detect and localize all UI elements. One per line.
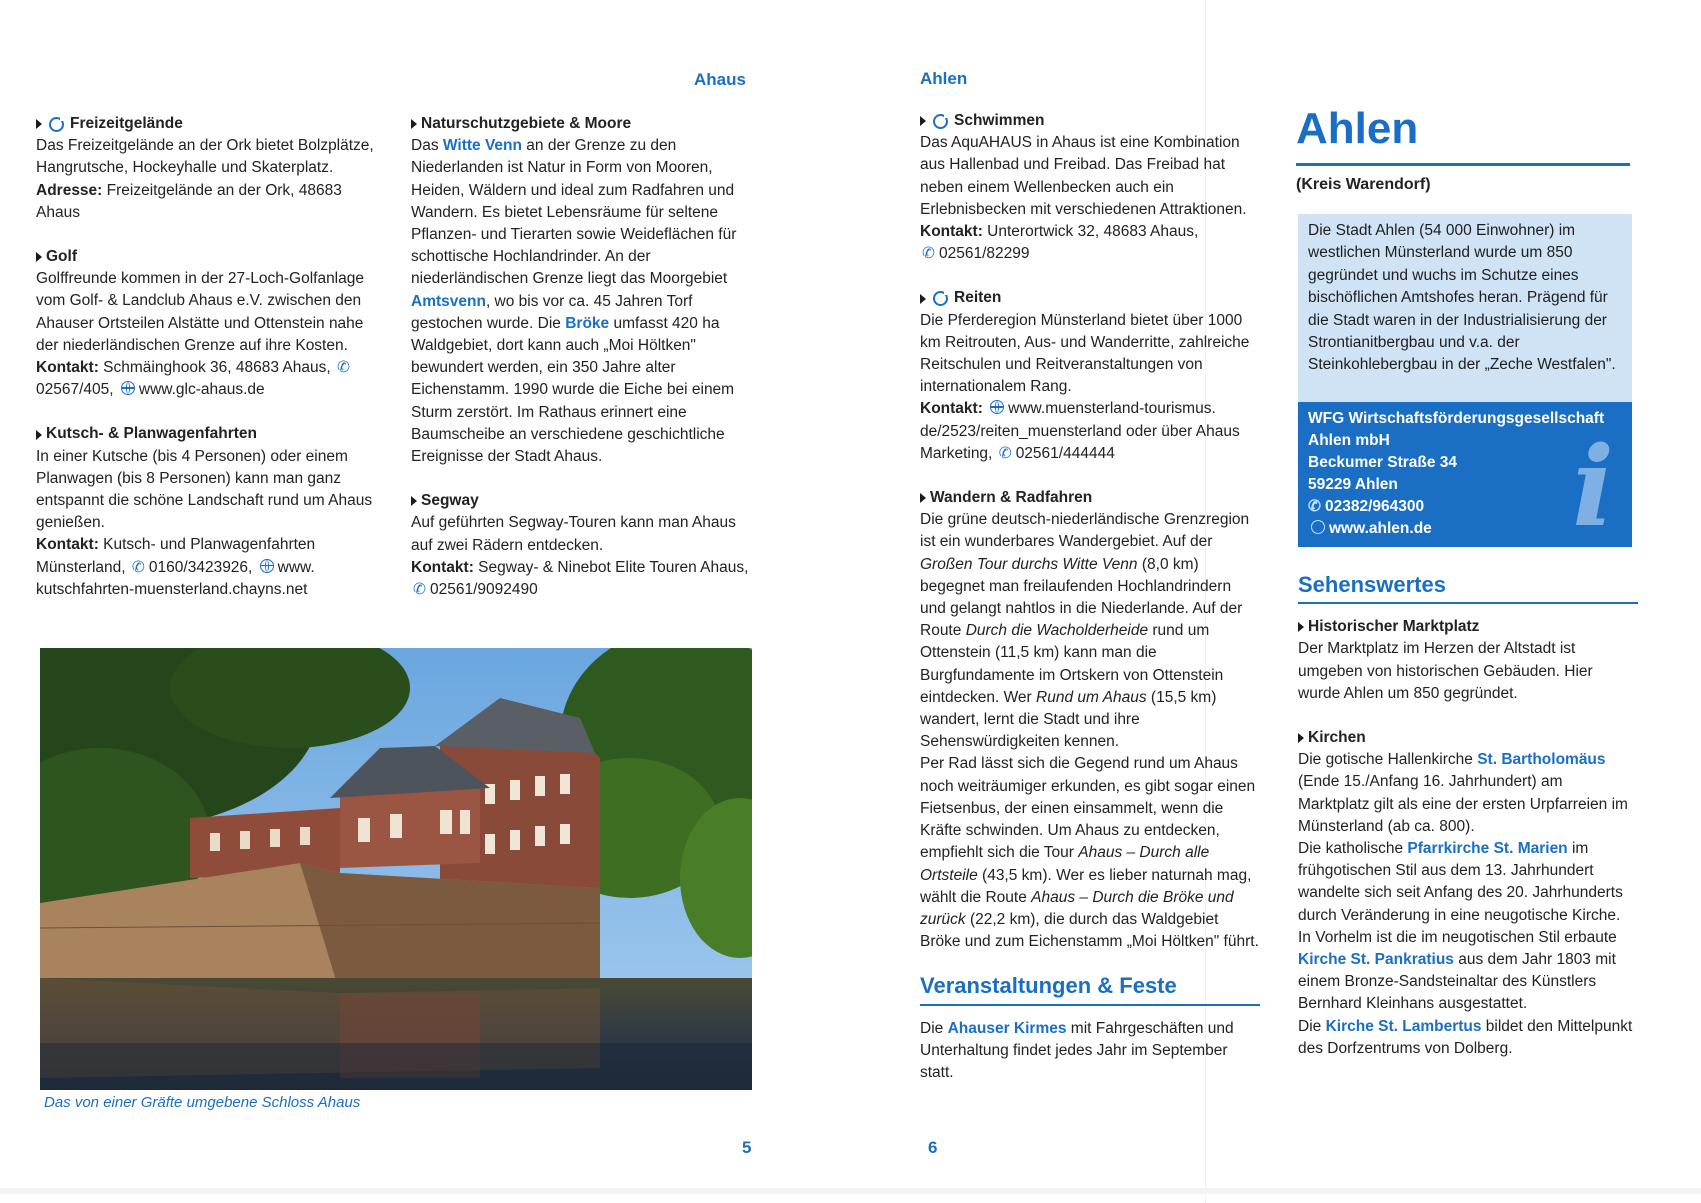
web-link[interactable]: www.glc-ahaus.de xyxy=(138,381,265,399)
section-text: Auf geführten Segway-Touren kann man Ahaus auf zwei Rädern entdecken. xyxy=(411,514,736,554)
section-heading: Reiten xyxy=(920,287,1260,309)
info-box xyxy=(1298,402,1632,547)
section-heading: Naturschutzgebiete & Moore xyxy=(411,113,757,135)
photo-caption: Das von einer Gräfte umgebene Schloss Ahaus xyxy=(44,1094,361,1111)
highlight-st-marien: Pfarrkirche St. Marien xyxy=(1407,840,1568,858)
phone-icon: ✆ xyxy=(998,444,1012,462)
triangle-bullet-icon xyxy=(920,493,926,503)
activity-ring-icon xyxy=(933,291,948,306)
section-veranstaltungen xyxy=(920,975,1260,1084)
highlight-ahauser-kirmes: Ahauser Kirmes xyxy=(947,1019,1067,1037)
triangle-bullet-icon xyxy=(920,294,926,304)
section-text: Die katholische Pfarrkirche St. Marien im frühgotischen Stil aus dem 13. Jahrhundert wandelte sich seit Anfang des 20. Jahrhunderts durch Veränderung in eine neugotische Kirche. xyxy=(1298,840,1623,924)
activity-ring-icon xyxy=(933,114,948,129)
web-link[interactable]: www. kutschfahrten-muensterland.chayns.net xyxy=(36,558,315,598)
section-heading: Freizeitgelände xyxy=(36,113,382,135)
section-text: Die grüne deutsch-niederländische Grenzregion ist ein wunderbares Wandergebiet. Auf der Großen Tour durchs Witte Venn (8,0 km) begegnet man freilaufenden Hochlandrindern und gelangt nahtlos in die Niederlande. Auf der Route Durch die Wacholderheide rund um Ottenstein (11,5 km) kann man die Burgfundamente im Ortskern von Ottenstein eintdecken. Wer Rund um Ahaus (15,5 km) wandert, lernt die Stadt und ihre Sehenswürdigkeiten kennen. xyxy=(920,511,1250,751)
castle-photo xyxy=(40,648,752,1090)
section-golf xyxy=(36,246,382,401)
info-org: WFG Wirtschaftsförderungsgesellschaft Ahlen mbH xyxy=(1308,410,1605,449)
section-naturschutzgebiete xyxy=(411,113,757,468)
section-text: Die Pferderegion Münsterland bietet über 1000 km Reitrouten, Aus- und Wanderritte, zahlreiche Reitschulen und Reitveranstaltungen von internationalem Rang. xyxy=(920,311,1250,396)
section-freizeitgelaende xyxy=(36,113,382,224)
section-text: In einer Kutsche (bis 4 Personen) oder einem Planwagen (bis 8 Personen) kann man ganz entspannt die schöne Landschaft rund um Ahaus genießen. xyxy=(36,447,373,532)
contact-line: Kontakt: Unterortwick 32, 48683 Ahaus, ✆ 02561/82299 xyxy=(920,221,1260,265)
district-label: (Kreis Warendorf) xyxy=(1296,176,1431,193)
triangle-bullet-icon xyxy=(411,119,417,129)
sehenswertes-heading: Sehenswertes xyxy=(1298,574,1638,604)
section-text: Die gotische Hallenkirche St. Bartholomäus (Ende 15./Anfang 16. Jahrhundert) am Marktplatz gilt als eine der ersten Urpfarreien im Münsterland (ab ca. 800). xyxy=(1298,751,1628,835)
highlight-st-bartholomaeus: St. Bartholomäus xyxy=(1477,751,1606,769)
info-city: 59229 Ahlen xyxy=(1308,476,1398,493)
section-kutschfahrten xyxy=(36,423,382,601)
highlight-st-pankratius: Kirche St. Pankratius xyxy=(1298,951,1454,969)
info-web-line xyxy=(1308,518,1622,540)
column-2 xyxy=(411,113,757,623)
title-rule xyxy=(1296,163,1630,166)
section-heading: Segway xyxy=(411,490,757,512)
section-text: Per Rad lässt sich die Gegend rund um Ahaus noch weiträumiger erkunden, es gibt sogar einen Fietsenbus, der einen einsammelt, wenn die Kräfte schwinden. Um Ahaus zu entdecken, empfiehlt sich die Tour Ahaus – Durch alle Ortsteile (43,5 km). Wer es lieber naturnah mag, wählt die Route Ahaus – Durch die Bröke und zurück (22,2 km), die durch das Waldgebiet Bröke und zum Eichenstamm „Moi Höltken" führt. xyxy=(920,755,1259,951)
section-text: Der Marktplatz im Herzen der Altstadt ist umgeben von historischen Gebäuden. Hier wurde Ahlen um 850 gegründet. xyxy=(1298,640,1593,702)
column-4 xyxy=(1298,574,1638,1060)
contact-line: Kontakt: Segway- & Ninebot Elite Touren Ahaus, ✆ 02561/9092490 xyxy=(411,557,757,601)
section-wandern-radfahren xyxy=(920,487,1260,953)
triangle-bullet-icon xyxy=(411,496,417,506)
phone-icon: ✆ xyxy=(1308,498,1321,515)
section-heading: Kirchen xyxy=(1298,727,1638,749)
triangle-bullet-icon xyxy=(920,116,926,126)
section-segway xyxy=(411,490,757,601)
triangle-bullet-icon xyxy=(36,430,42,440)
contact-line: Kontakt: www.muensterland-tourismus. de/2523/reiten_muensterland oder über Ahaus Marketing, ✆ 02561/444444 xyxy=(920,398,1260,465)
scan-edge xyxy=(0,1188,1701,1194)
section-text: Die Ahauser Kirmes mit Fahrgeschäften und Unterhaltung findet jedes Jahr im September statt. xyxy=(920,1019,1234,1081)
triangle-bullet-icon xyxy=(1298,622,1304,632)
column-1 xyxy=(36,113,382,623)
address-line: Adresse: Freizeitgelände an der Ork, 48683 Ahaus xyxy=(36,181,342,221)
page-number-right: 6 xyxy=(928,1138,938,1157)
activity-ring-icon xyxy=(49,117,64,132)
section-text: Golffreunde kommen in der 27-Loch-Golfanlage vom Golf- & Landclub Ahaus e.V. zwischen den Ahauser Ortsteilen Alstätte und Ottenstein nahe der niederländischen Grenze auf ihre Kosten. xyxy=(36,270,364,354)
veranstaltungen-heading: Veranstaltungen & Feste xyxy=(920,975,1260,1005)
contact-line: Kontakt: Schmäinghook 36, 48683 Ahaus, ✆02567/405, www.glc-ahaus.de xyxy=(36,359,350,399)
section-heading: Kutsch- & Planwagenfahrten xyxy=(36,423,382,445)
section-heading: Golf xyxy=(36,246,382,268)
section-text: Das AquAHAUS in Ahaus ist eine Kombination aus Hallenbad und Freibad. Das Freibad hat neben einem Wellenbecken auch ein Erlebnisbecken mit verschiedenen Attraktionen. xyxy=(920,134,1247,218)
intro-box: Die Stadt Ahlen (54 000 Einwohner) im westlichen Münsterland wurde um 850 gegründet und wuchs im Schutze eines bischöflichen Amtshofes heran. Prägend für die Stadt waren in der Industrialisierung der Strontianitbergbau und v.a. der Steinkohlebergbau in der „Zeche Westfalen". xyxy=(1298,214,1632,402)
web-globe-icon xyxy=(1311,520,1325,534)
section-heading: Historischer Marktplatz xyxy=(1298,616,1638,638)
highlight-st-lambertus: Kirche St. Lambertus xyxy=(1325,1017,1482,1035)
contact-line: Kontakt: Kutsch- und Planwagenfahrten Münsterland, ✆ 0160/3423926, www. kutschfahrten-muensterland.chayns.net xyxy=(36,536,316,598)
phone-icon: ✆ xyxy=(131,558,145,576)
city-title: Ahlen xyxy=(1296,104,1419,153)
section-heading: Schwimmen xyxy=(920,110,1260,132)
section-schwimmen xyxy=(920,110,1260,265)
web-link[interactable]: www.muensterland-tourismus. de/2523/reiten_muensterland xyxy=(920,400,1216,440)
section-text: Das Freizeitgelände an der Ork bietet Bolzplätze, Hangrutsche, Hockeyhalle und Skaterplatz. xyxy=(36,137,374,177)
running-head-right: Ahlen xyxy=(920,69,968,88)
triangle-bullet-icon xyxy=(36,252,42,262)
highlight-amtsvenn: Amtsvenn xyxy=(411,292,486,310)
phone-icon: ✆ xyxy=(922,245,935,263)
section-text: Das Witte Venn an der Grenze zu den Niederlanden ist Natur in Form von Mooren, Heiden, Wäldern und ideal zum Radfahren und Wandern. Es bietet Lebensräume für seltene Pflanzen- und Tierarten sowie Weideflächen für schottische Hochlandrinder. An der niederländischen Grenze liegt das Moorgebiet Amtsvenn, wo bis vor ca. 45 Jahren Torf gestochen wurde. Die Bröke umfasst 420 ha Waldgebiet, dort kann auch „Moi Höltken" bewundert werden, ein 350 Jahre alter Eichenstamm. 1990 wurde die Eiche bei einem Sturm zerstört. Im Rathaus erinnert eine Baumscheibe an verschiedene geschichtliche Ereignisse der Stadt Ahaus. xyxy=(411,137,737,466)
info-phone-line: ✆ 02382/964300 xyxy=(1308,498,1425,515)
section-reiten xyxy=(920,287,1260,465)
section-text: Die Kirche St. Lambertus bildet den Mittelpunkt des Dorfzentrums von Dolberg. xyxy=(1298,1017,1633,1057)
section-heading: Wandern & Radfahren xyxy=(920,487,1260,509)
highlight-witte-venn: Witte Venn xyxy=(442,137,522,155)
section-marktplatz xyxy=(1298,616,1638,705)
section-text: In Vorhelm ist die im neugotischen Stil erbaute Kirche St. Pankratius aus dem Jahr 1803 mit einem Bronze-Sandsteinaltar des Künstlers Bernhard Kleinhans ausgestattet. xyxy=(1298,928,1617,1013)
web-globe-icon xyxy=(121,381,135,395)
web-globe-icon xyxy=(990,400,1004,414)
phone-icon: ✆ xyxy=(413,581,426,599)
section-kirchen xyxy=(1298,727,1638,1060)
running-head-left: Ahaus xyxy=(694,70,746,89)
info-street: Beckumer Straße 34 xyxy=(1308,454,1458,471)
web-link[interactable]: www.ahlen.de xyxy=(1329,520,1432,537)
castle-illustration xyxy=(40,648,752,1090)
info-i-icon: i xyxy=(1572,422,1614,547)
triangle-bullet-icon xyxy=(1298,733,1304,743)
column-3 xyxy=(920,110,1260,1084)
phone-icon: ✆ xyxy=(337,359,350,377)
triangle-bullet-icon xyxy=(36,119,42,129)
page-number-left: 5 xyxy=(742,1138,752,1157)
highlight-broeke: Bröke xyxy=(565,314,610,332)
web-globe-icon xyxy=(260,559,274,573)
